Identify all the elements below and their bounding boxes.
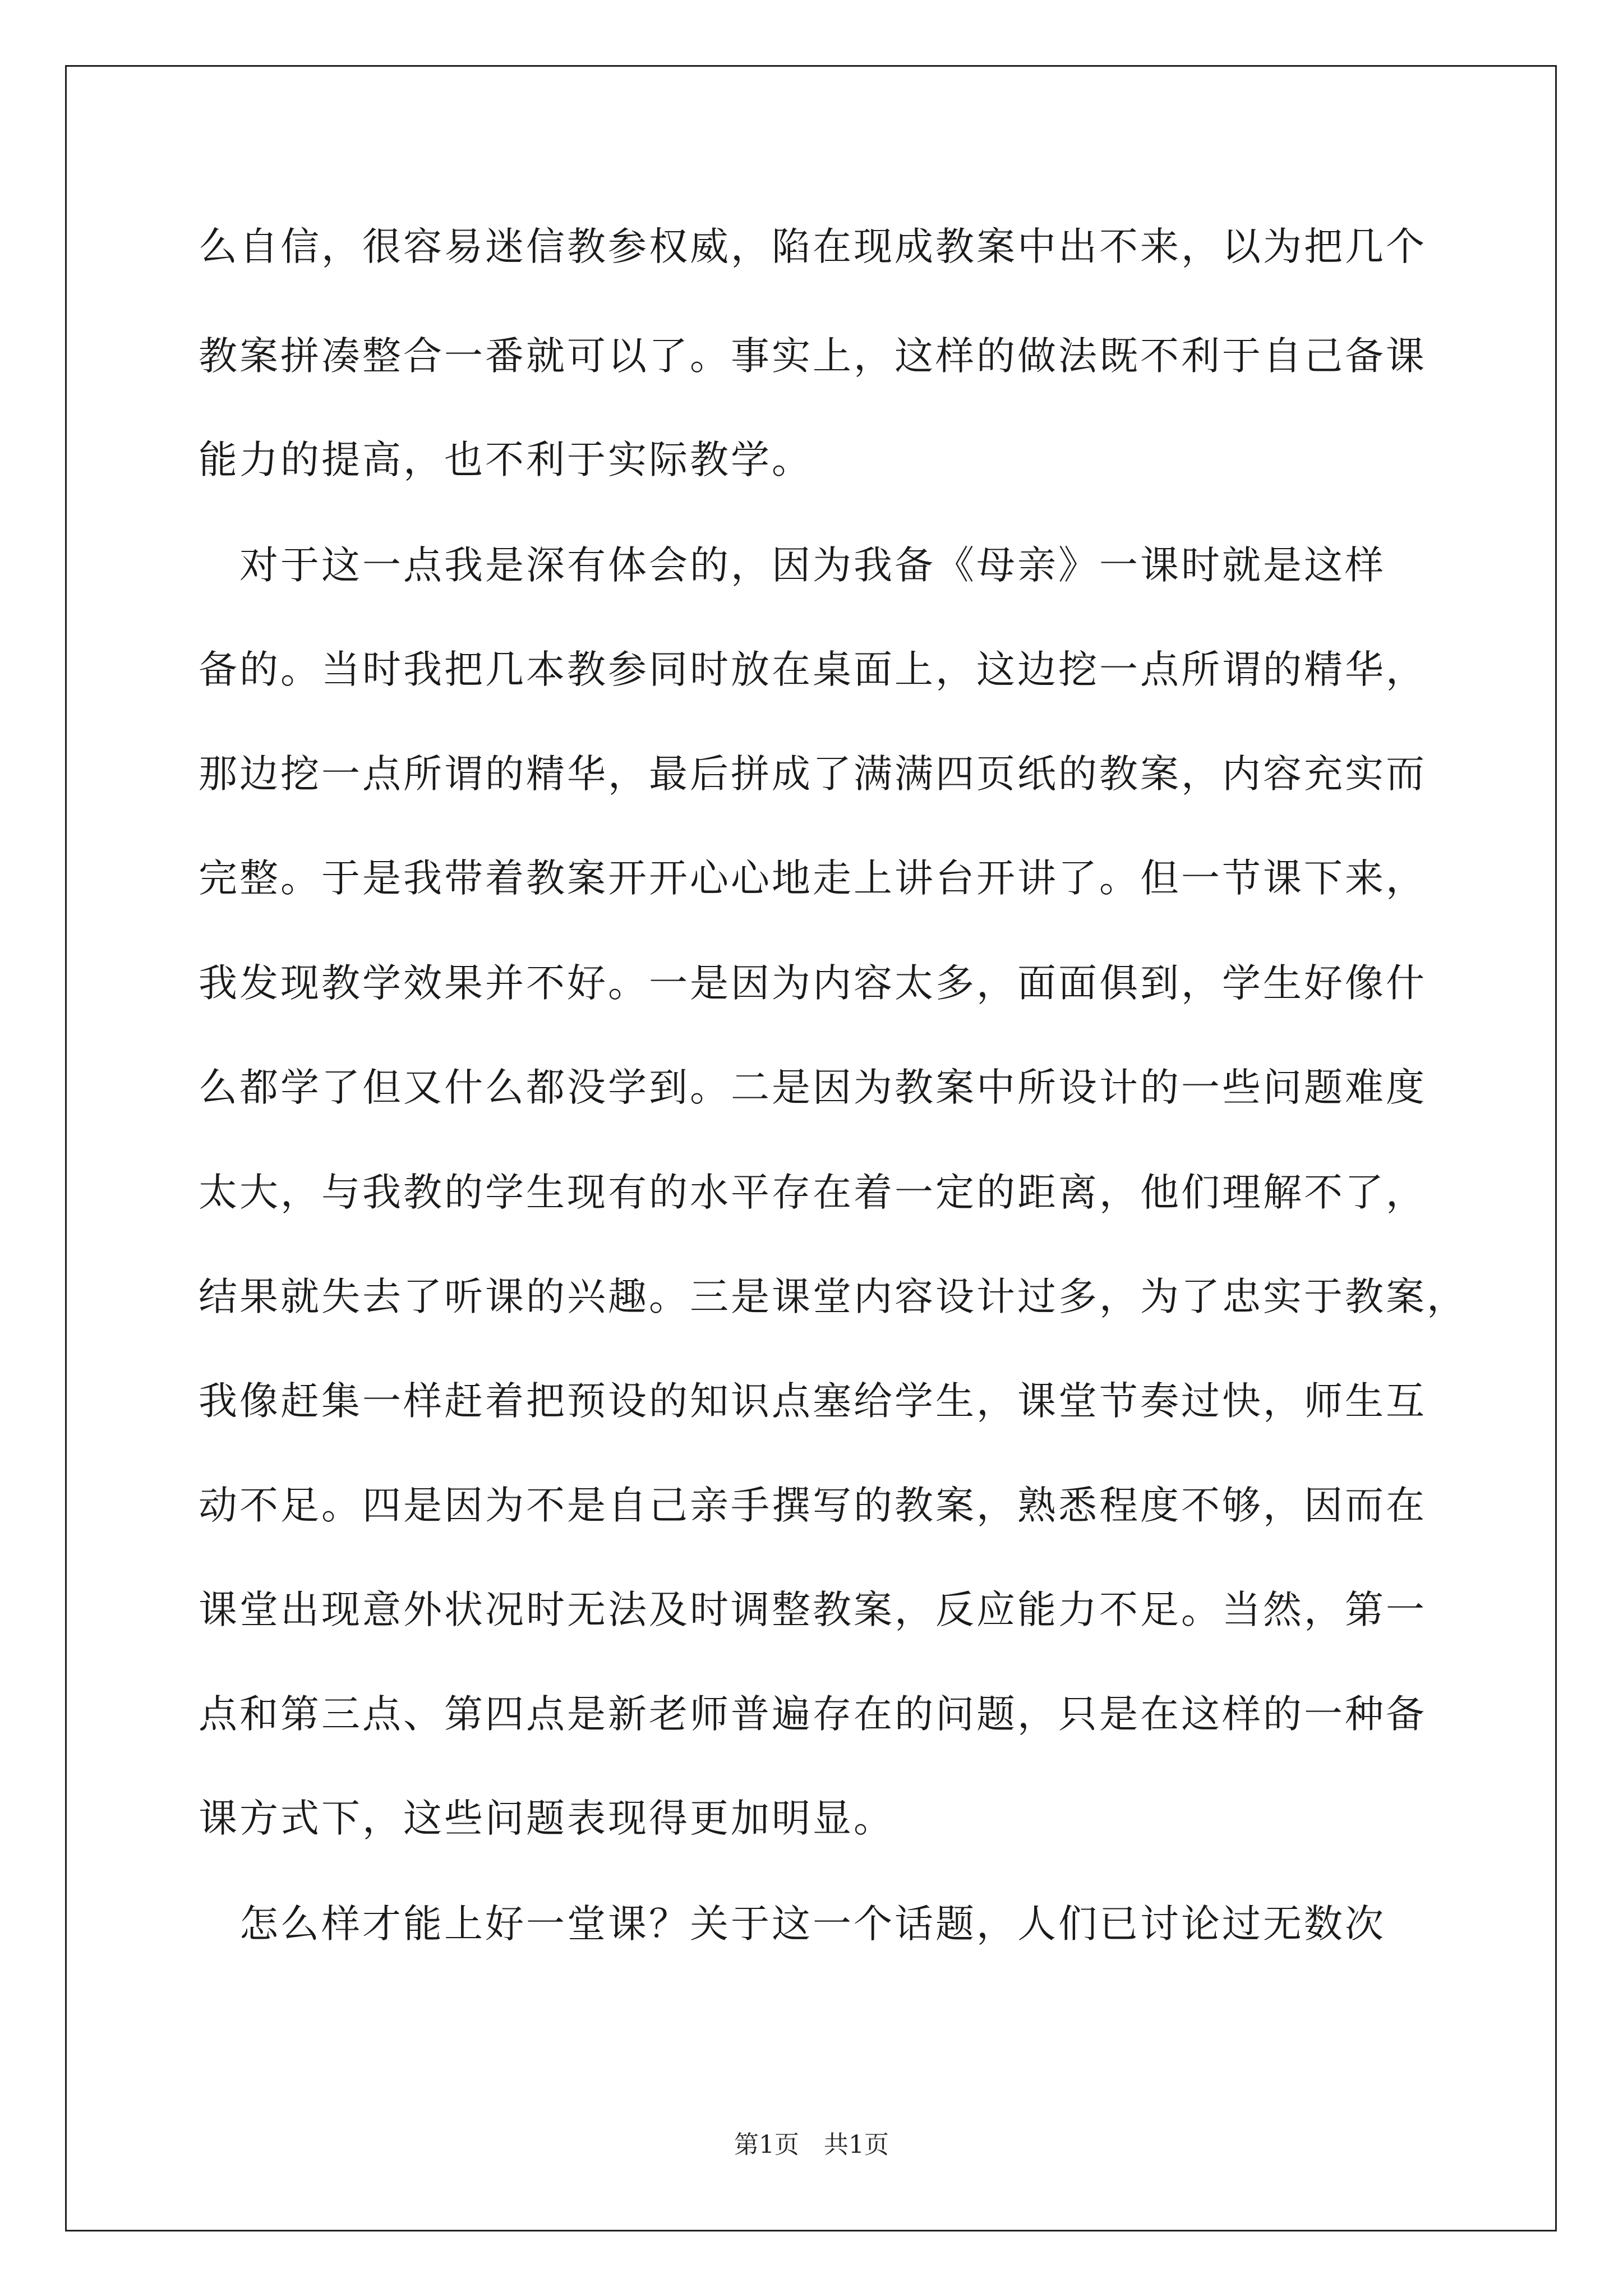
- text-line: 我像赶集一样赶着把预设的知识点塞给学生，课堂节奏过快，师生互: [199, 1379, 1427, 1424]
- text-line: 么自信，很容易迷信教参权威，陷在现成教案中出不来，以为把几个: [199, 224, 1427, 269]
- text-line: 怎么样才能上好一堂课？关于这一个话题，人们已讨论过无数次: [199, 1902, 1386, 1947]
- text-line: 对于这一点我是深有体会的，因为我备《母亲》一课时就是这样: [199, 543, 1386, 588]
- text-line: 教案拼凑整合一番就可以了。事实上，这样的做法既不利于自己备课: [199, 334, 1427, 379]
- text-line: 动不足。四是因为不是自己亲手撰写的教案，熟悉程度不够，因而在: [199, 1483, 1427, 1528]
- text-line: 点和第三点、第四点是新老师普遍存在的问题，只是在这样的一种备: [199, 1692, 1427, 1737]
- text-line: 备的。当时我把几本教参同时放在桌面上，这边挖一点所谓的精华，: [199, 647, 1427, 692]
- text-line: 能力的提高，也不利于实际教学。: [199, 438, 813, 482]
- text-line: 太大，与我教的学生现有的水平存在着一定的距离，他们理解不了，: [199, 1170, 1427, 1215]
- text-line: 那边挖一点所谓的精华，最后拼成了满满四页纸的教案，内容充实而: [199, 752, 1427, 797]
- text-line: 课方式下，这些问题表现得更加明显。: [199, 1796, 895, 1841]
- page-footer: 第1页 共1页: [734, 2131, 889, 2159]
- text-line: 课堂出现意外状况时无法及时调整教案，反应能力不足。当然，第一: [199, 1588, 1427, 1632]
- text-line: 我发现教学效果并不好。一是因为内容太多，面面俱到，学生好像什: [199, 961, 1427, 1006]
- text-line: 么都学了但又什么都没学到。二是因为教案中所设计的一些问题难度: [199, 1065, 1427, 1110]
- text-line: 完整。于是我带着教案开开心心地走上讲台开讲了。但一节课下来，: [199, 856, 1427, 901]
- text-line: 结果就失去了听课的兴趣。三是课堂内容设计过多，为了忠实于教案，: [199, 1274, 1468, 1319]
